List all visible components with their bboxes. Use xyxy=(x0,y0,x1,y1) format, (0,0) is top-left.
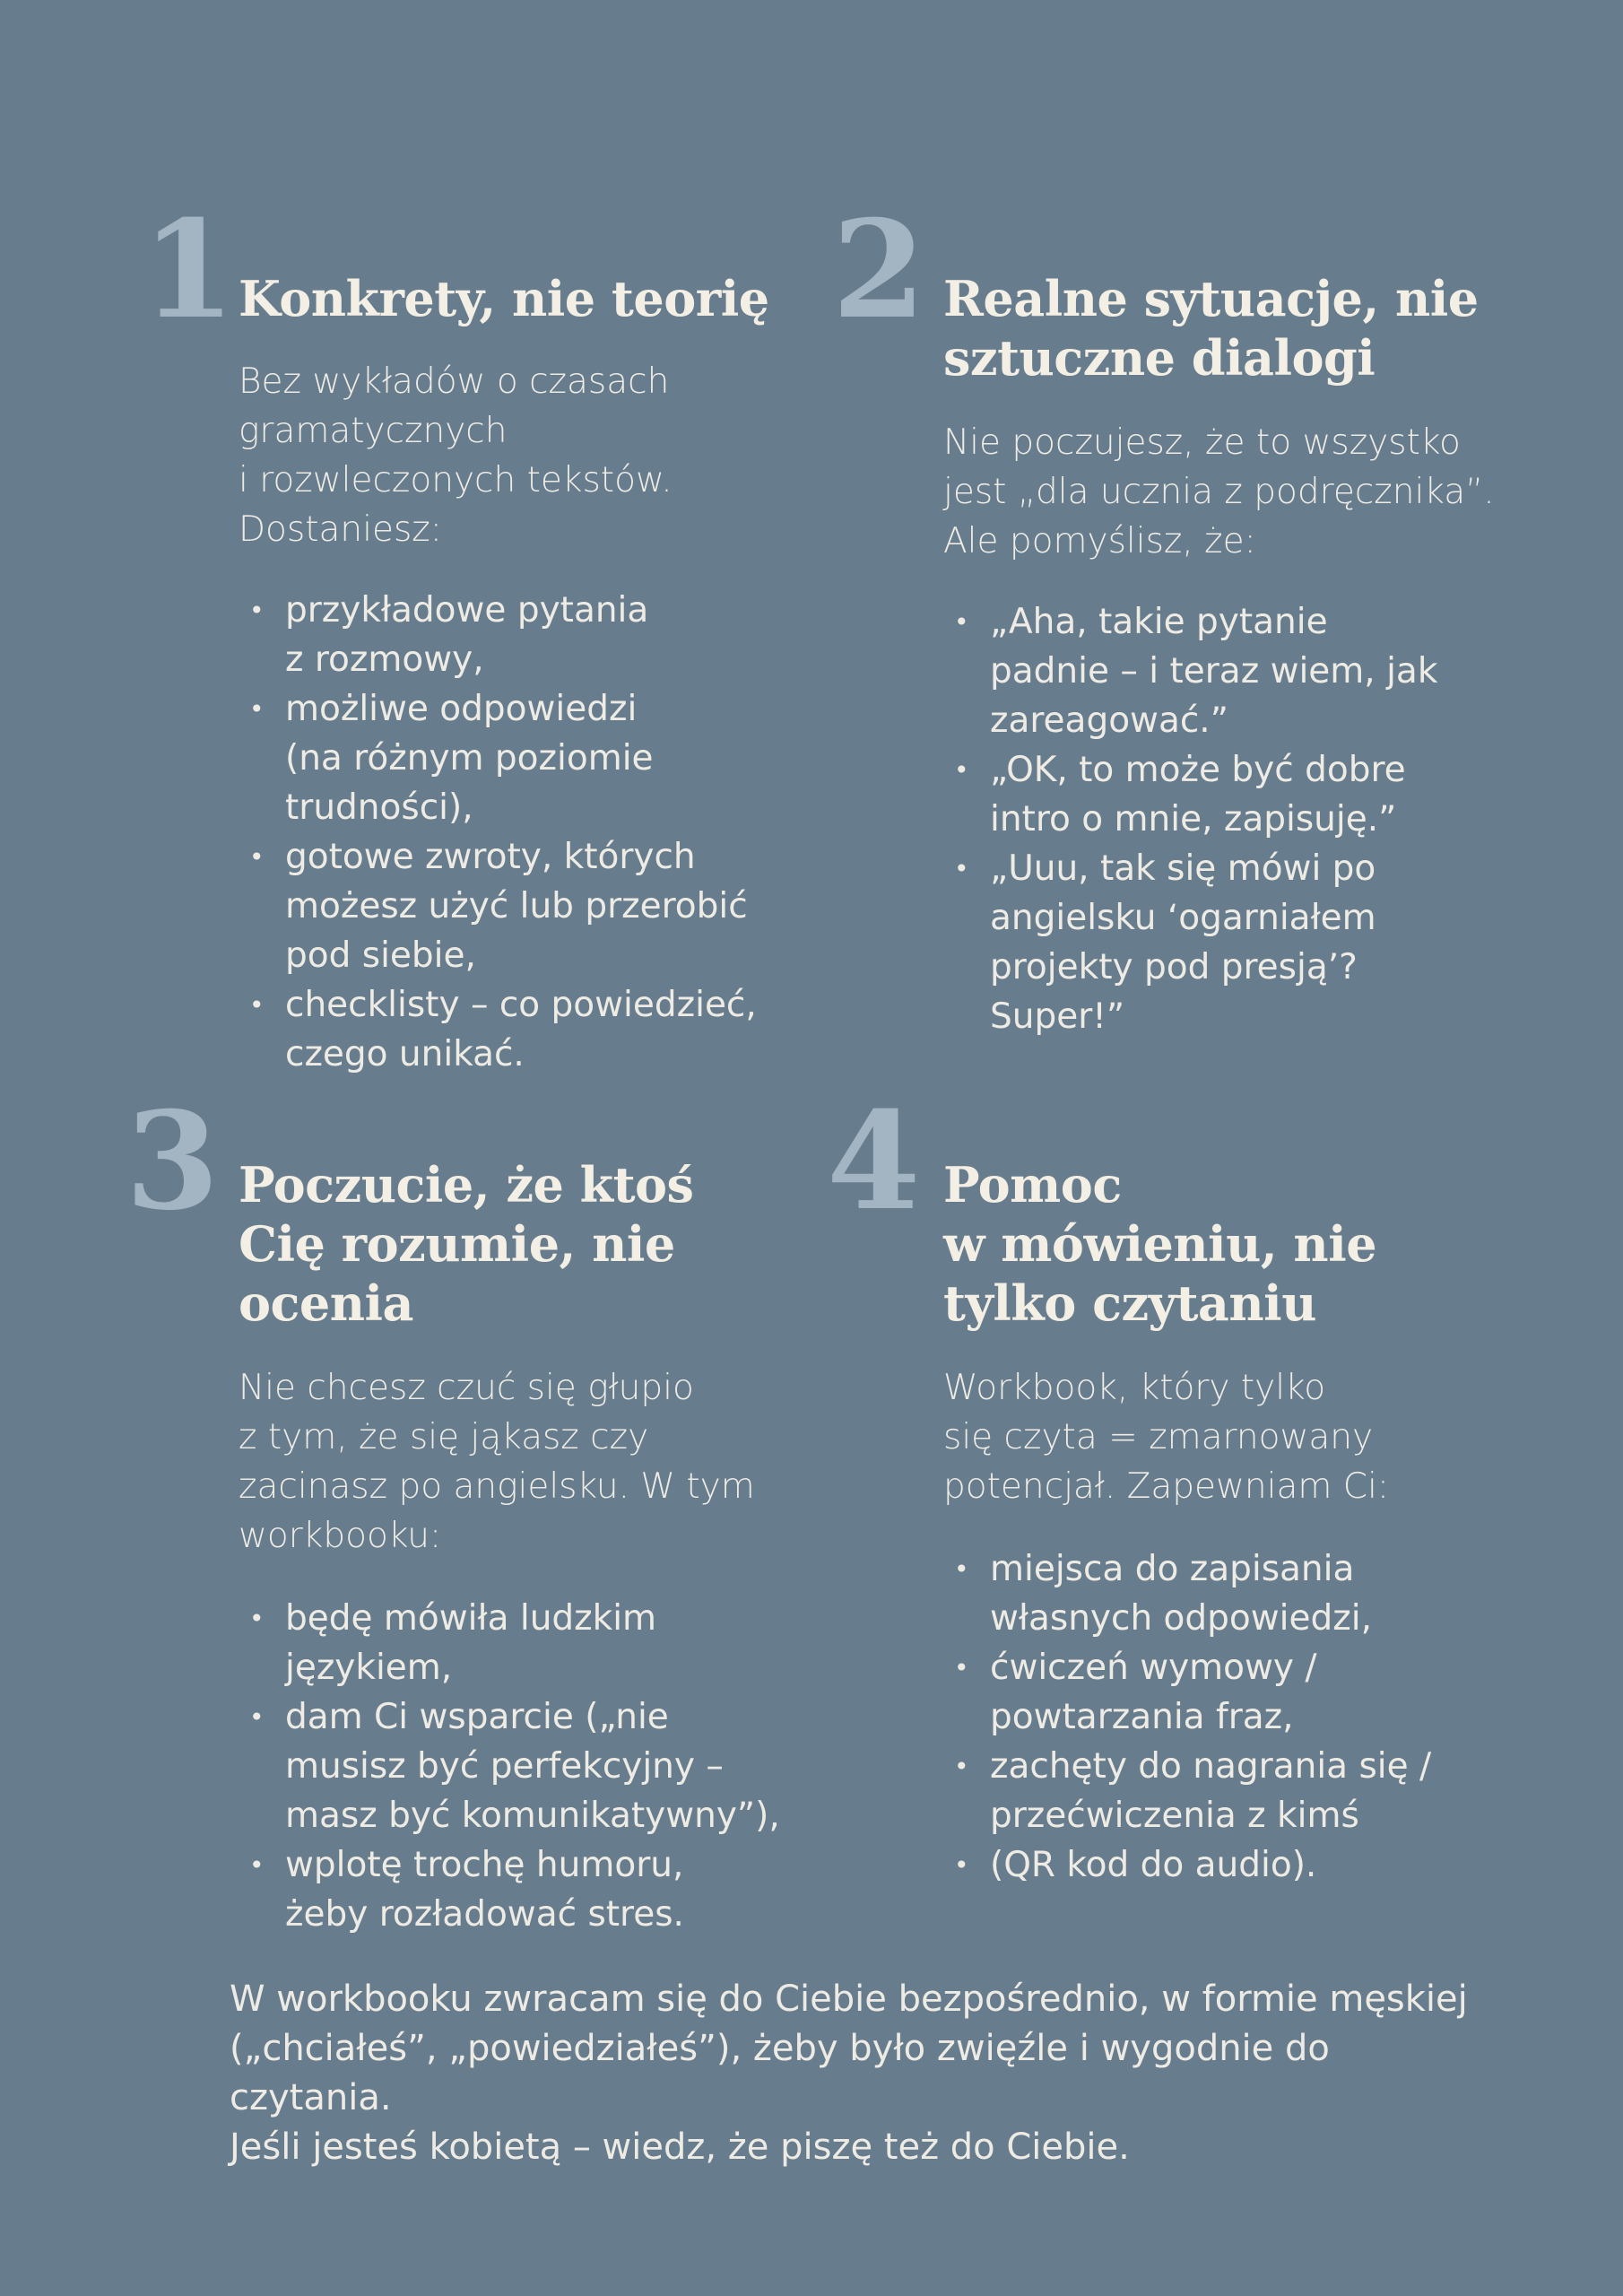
item-line: • gotowe zwroty, których xyxy=(285,837,696,877)
title-line: Poczucie, że ktoś xyxy=(239,1156,694,1213)
section-title xyxy=(943,269,1589,387)
item-line: • będę mówiła ludzkim xyxy=(285,1598,657,1639)
item-line: własnych odpowiedzi, xyxy=(990,1598,1372,1639)
item-line: Super!” xyxy=(990,996,1125,1037)
item-line: • przykładowe pytania xyxy=(285,590,649,631)
title-line: Pomoc xyxy=(943,1156,1122,1213)
intro-line: gramatycznych xyxy=(239,411,508,451)
footer-note xyxy=(230,1975,1503,2172)
item-line: projekty pod presją’? xyxy=(990,947,1358,987)
intro-line: zacinasz po angielsku. W tym xyxy=(239,1466,755,1507)
footer-line: („chciałeś”, „powiedziałeś”), żeby było zwięźle i wygodnie do czytania. xyxy=(230,2028,1330,2118)
section-title xyxy=(239,1155,812,1333)
section-number: 1 xyxy=(142,191,236,349)
intro-line: Dostaniesz: xyxy=(239,509,442,550)
item-line: intro o mnie, zapisuję.” xyxy=(990,799,1397,839)
title-line: Realne sytuacje, nie xyxy=(943,270,1479,327)
list-item xyxy=(943,1544,1571,1643)
list-item xyxy=(943,597,1589,745)
list-item xyxy=(943,844,1589,1041)
list-item xyxy=(239,980,812,1079)
list-item xyxy=(239,1594,830,1692)
section-intro xyxy=(239,1363,830,1561)
item-line: trudności), xyxy=(285,787,473,828)
section-title xyxy=(239,269,794,328)
item-line: językiem, xyxy=(285,1648,453,1688)
title-line: Konkrety, nie teorię xyxy=(239,270,769,327)
list-item xyxy=(239,684,812,832)
footer-line: W workbooku zwracam się do Ciebie bezpośrednio, w formie męskiej xyxy=(230,1979,1468,2020)
item-line: • wplotę trochę humoru, xyxy=(285,1845,684,1885)
title-line: Cię rozumie, nie xyxy=(239,1215,675,1273)
item-line: masz być komunikatywny”), xyxy=(285,1796,780,1836)
item-line: musisz być perfekcyjny – xyxy=(285,1746,724,1787)
item-line: • zachęty do nagrania się / xyxy=(990,1746,1432,1787)
footer-line: Jeśli jesteś kobietą – wiedz, że piszę też do Ciebie. xyxy=(230,2126,1130,2168)
item-line: żeby rozładować stres. xyxy=(285,1894,684,1935)
item-line: czego unikać. xyxy=(285,1034,525,1074)
list-item xyxy=(943,1840,1571,1890)
bullet-list xyxy=(943,597,1589,1041)
item-line: • „OK, to może być dobre xyxy=(990,750,1406,790)
intro-line: z tym, że się jąkasz czy xyxy=(239,1417,649,1457)
item-line: • dam Ci wsparcie („nie xyxy=(285,1697,669,1737)
section-intro xyxy=(943,418,1589,566)
bullet-list xyxy=(239,586,812,1079)
item-line: z rozmowy, xyxy=(285,639,484,680)
title-line: tylko czytaniu xyxy=(943,1274,1316,1332)
item-line: • checklisty – co powiedzieć, xyxy=(285,985,757,1025)
intro-line: Nie poczujesz, że to wszystko xyxy=(943,422,1461,463)
item-line: • (QR kod do audio). xyxy=(990,1845,1317,1885)
item-line: • ćwiczeń wymowy / xyxy=(990,1648,1317,1688)
title-line: w mówieniu, nie xyxy=(943,1215,1377,1273)
list-item xyxy=(239,832,812,980)
item-line: przećwiczenia z kimś xyxy=(990,1796,1359,1836)
intro-line: Nie chcesz czuć się głupio xyxy=(239,1368,694,1408)
item-line: pod siebie, xyxy=(285,935,476,976)
section-intro xyxy=(239,357,794,554)
list-item xyxy=(239,1840,830,1939)
intro-line: jest „dla ucznia z podręcznika”. xyxy=(943,472,1495,512)
item-line: • możliwe odpowiedzi xyxy=(285,689,638,729)
item-line: powtarzania fraz, xyxy=(990,1697,1294,1737)
section-title xyxy=(943,1155,1553,1333)
list-item xyxy=(943,1643,1571,1742)
intro-line: Bez wykładów o czasach xyxy=(239,361,670,402)
item-line: padnie – i teraz wiem, jak xyxy=(990,651,1438,691)
section-number: 2 xyxy=(832,191,926,349)
item-line: • „Uuu, tak się mówi po xyxy=(990,848,1376,889)
intro-line: Ale pomyślisz, że: xyxy=(943,521,1256,561)
section-number: 4 xyxy=(827,1083,921,1240)
intro-line: Workbook, który tylko xyxy=(943,1368,1326,1408)
section-intro xyxy=(943,1363,1571,1511)
bullet-list xyxy=(943,1544,1571,1890)
intro-line: workbooku: xyxy=(239,1516,442,1556)
title-line: sztuczne dialogi xyxy=(943,329,1376,387)
intro-line: potencjał. Zapewniam Ci: xyxy=(943,1466,1389,1507)
list-item xyxy=(943,745,1589,844)
item-line: angielsku ‘ogarniałem xyxy=(990,898,1376,938)
list-item xyxy=(239,586,812,684)
list-item xyxy=(943,1742,1571,1840)
item-line: • „Aha, takie pytanie xyxy=(990,602,1328,642)
item-line: (na różnym poziomie xyxy=(285,738,654,778)
item-line: • miejsca do zapisania xyxy=(990,1549,1355,1589)
item-line: zareagować.” xyxy=(990,700,1228,741)
intro-line: się czyta = zmarnowany xyxy=(943,1417,1374,1457)
bullet-list xyxy=(239,1594,830,1939)
item-line: możesz użyć lub przerobić xyxy=(285,886,748,926)
list-item xyxy=(239,1692,830,1840)
intro-line: i rozwleczonych tekstów. xyxy=(239,460,673,500)
title-line: ocenia xyxy=(239,1274,414,1332)
section-number: 3 xyxy=(126,1083,220,1240)
